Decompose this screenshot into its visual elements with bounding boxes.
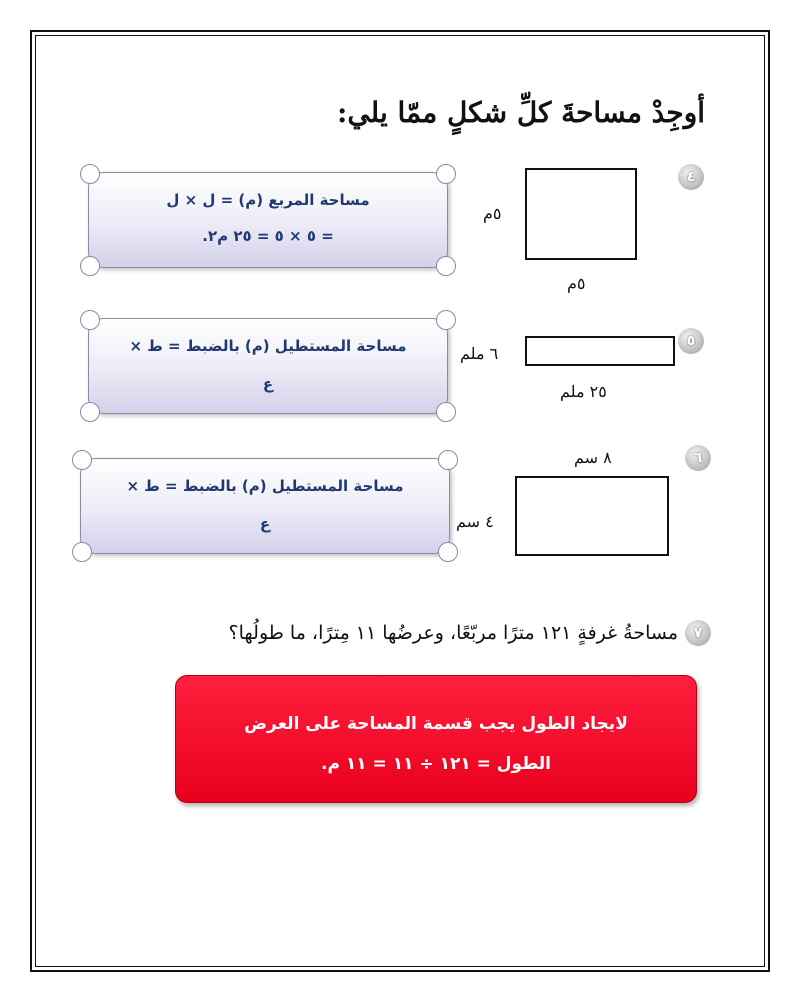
thin-rectangle-side-label: ٦ ملم [460,344,499,363]
square-shape [525,168,637,260]
square-side-label: ٥م [483,204,502,223]
answer-5-line-1: مساحة المستطيل (م) بالضبط = ط × [129,337,407,355]
thin-rectangle-shape [525,336,675,366]
problem-number-7-badge: ٧ [685,620,711,646]
answer-callout-6 [80,458,450,554]
thin-rectangle-bottom-label: ٢٥ ملم [560,382,607,401]
answer-box-7 [175,675,697,803]
problem-number-6-badge: ٦ [685,445,711,471]
rectangle-shape [515,476,669,556]
question-7-text: مساحةُ غرفةٍ ١٢١ مترًا مربّعًا، وعرضُها ١١ مِترًا، ما طولُها؟ [228,622,678,644]
problem-number-5-badge: ٥ [678,328,704,354]
problem-number-4-badge: ٤ [678,164,704,190]
answer-5-line-2: ع [262,375,274,393]
answer-6-line-2: ع [259,515,271,533]
answer-6-line-1: مساحة المستطيل (م) بالضبط = ط × [126,477,404,495]
worksheet-heading: أوجِدْ مساحةَ كلِّ شكلٍ ممّا يلي: [337,96,705,129]
rectangle-side-label: ٤ سم [456,512,494,531]
square-bottom-label: ٥م [567,274,586,293]
answer-callout-4 [88,172,448,268]
answer-callout-5 [88,318,448,414]
answer-4-line-2: = ٥ × ٥ = ٢٥ م٢. [202,227,334,245]
answer-7-line-1: لايجاد الطول يجب قسمة المساحة على العرض [244,714,628,734]
rectangle-top-label: ٨ سم [574,448,612,467]
answer-4-line-1: مساحة المربع (م) = ل × ل [166,191,370,209]
answer-7-line-2: الطول = ١٢١ ÷ ١١ = ١١ م. [321,754,551,774]
